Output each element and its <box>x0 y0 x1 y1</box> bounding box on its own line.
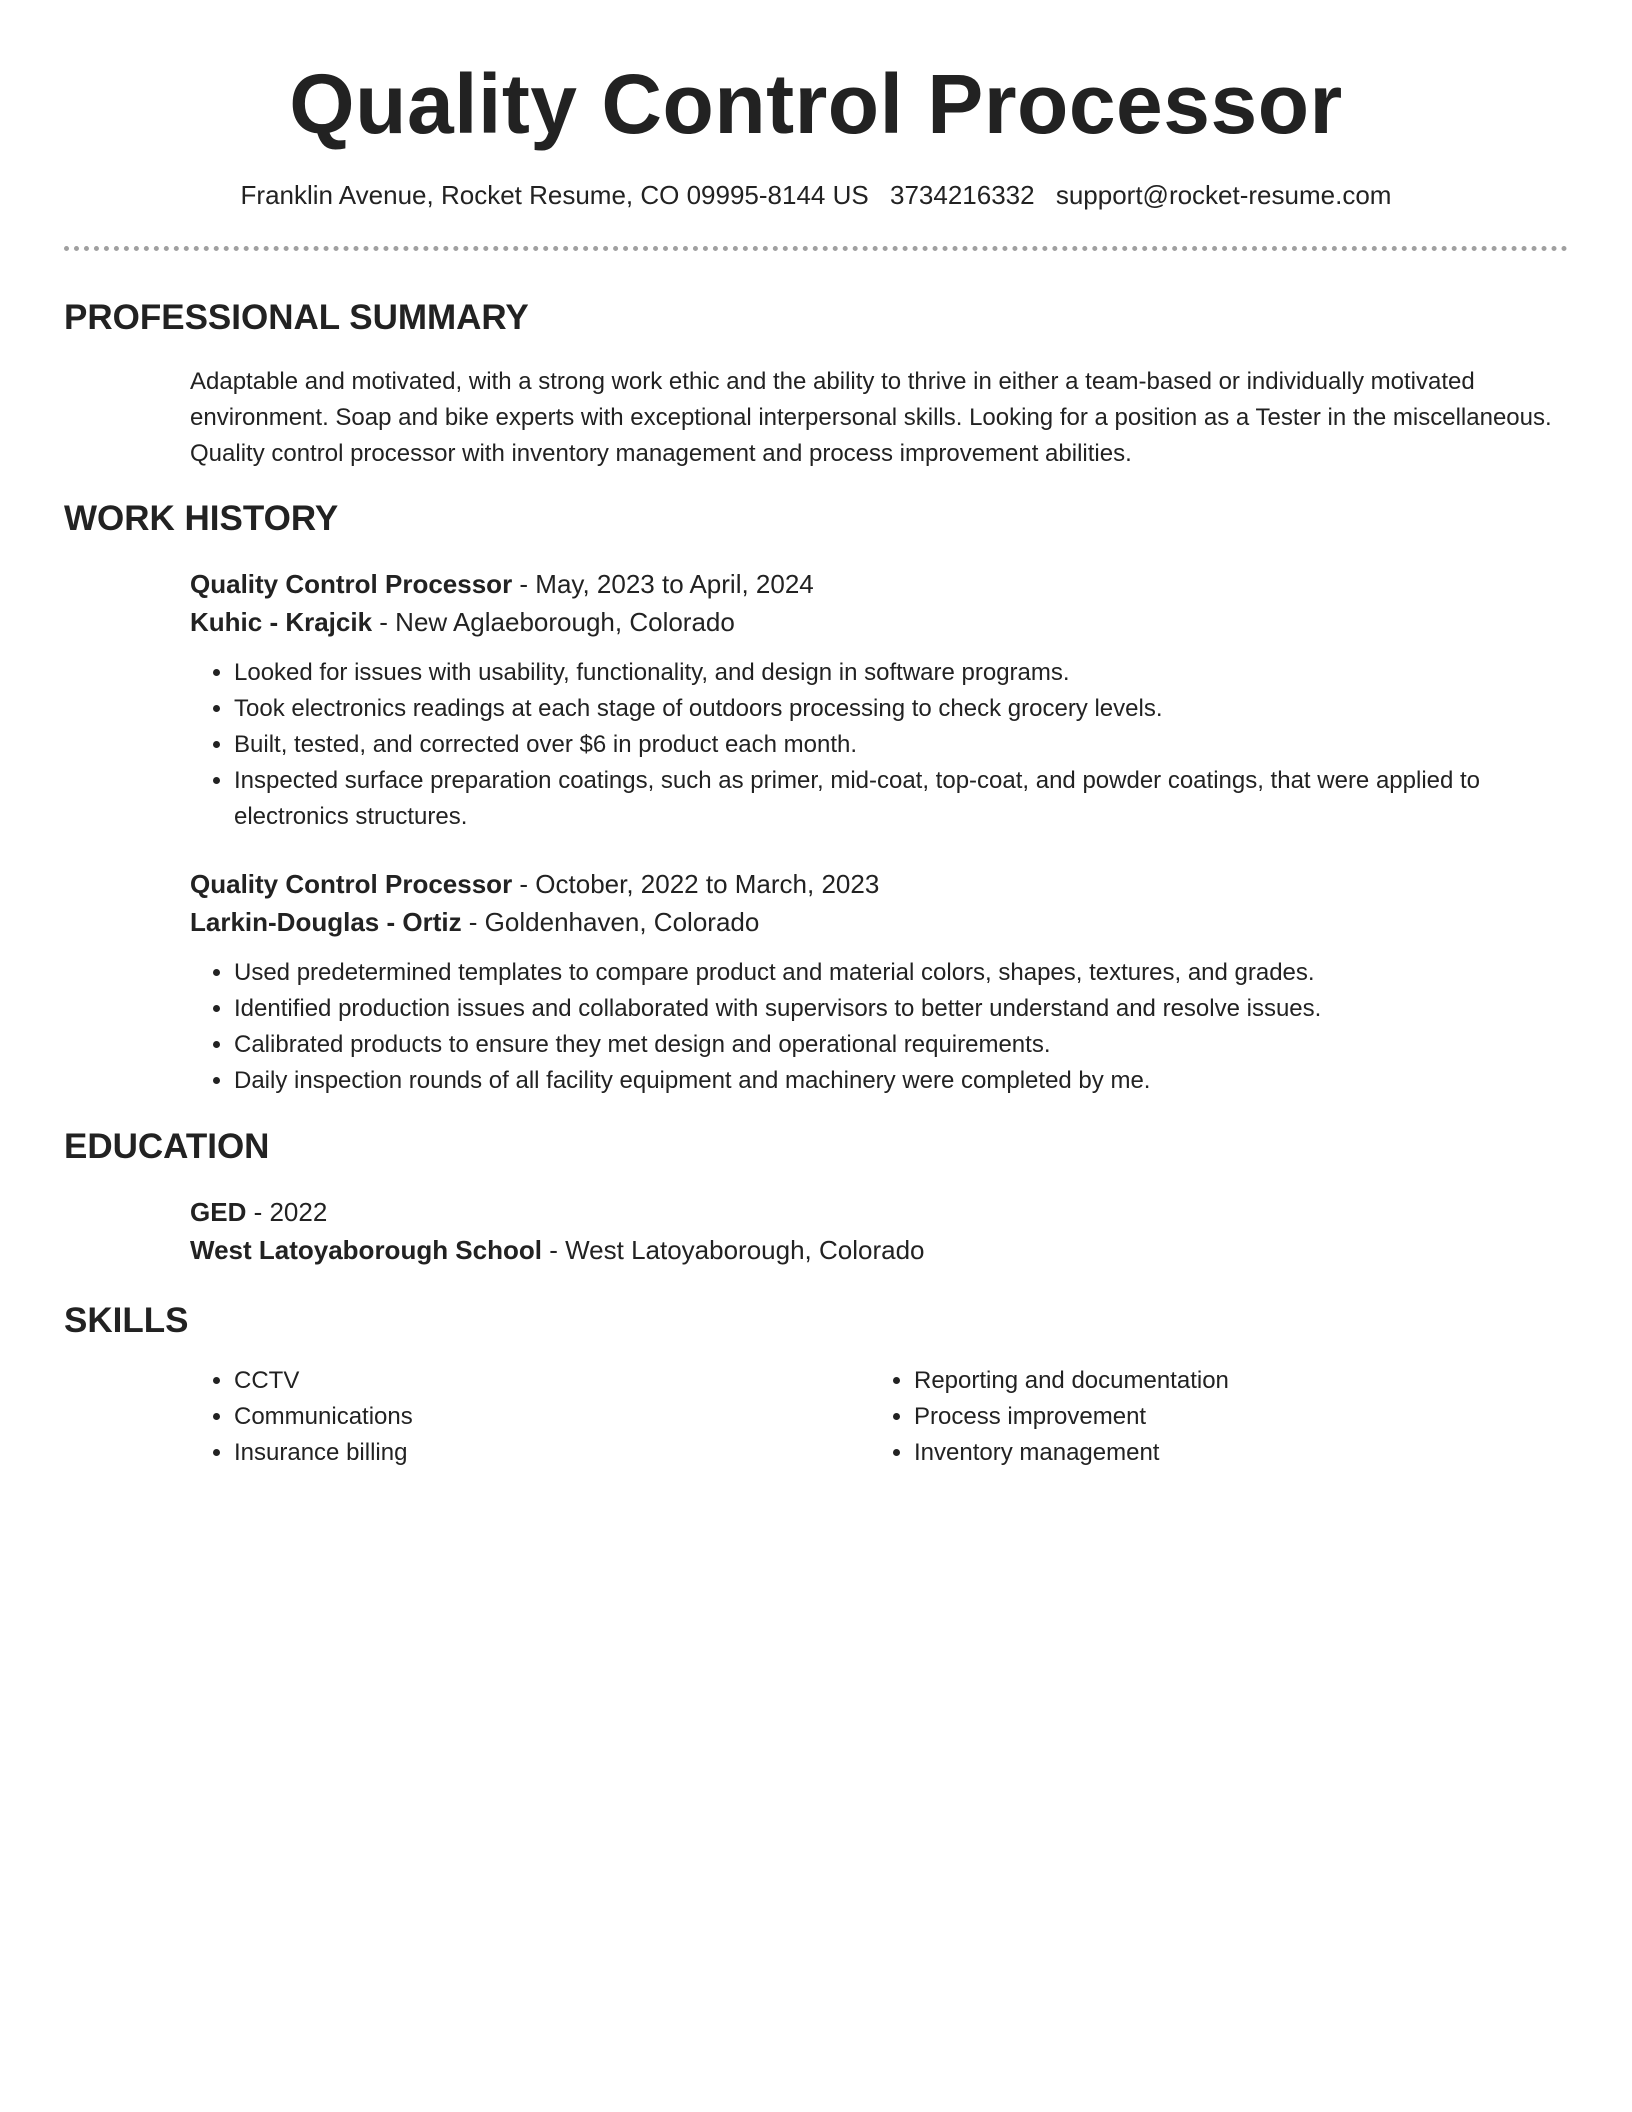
job-dates: - May, 2023 to April, 2024 <box>512 569 814 599</box>
job-title-line <box>190 865 1568 903</box>
skills-grid <box>190 1363 1568 1471</box>
contact-phone: 3734216332 <box>889 180 1035 210</box>
job-company-line <box>190 603 1568 641</box>
job-company: Larkin-Douglas - Ortiz <box>190 907 462 937</box>
job-location: - New Aglaeborough, Colorado <box>372 607 735 637</box>
header-divider <box>64 246 1568 251</box>
job-company: Kuhic - Krajcik <box>190 607 373 637</box>
degree-year: - 2022 <box>246 1197 328 1227</box>
skills-column-left <box>190 1363 870 1471</box>
school-line <box>190 1231 1568 1269</box>
list-item: • Looked for issues with usability, functionality, and design in software programs. <box>234 655 1568 691</box>
job-bullets <box>190 655 1568 835</box>
list-item: • Took electronics readings at each stage of outdoors processing to check grocery levels. <box>234 691 1568 727</box>
resume-page <box>64 0 1568 1471</box>
work-section <box>64 497 1568 1099</box>
list-item: • Inspected surface preparation coatings, such as primer, mid-coat, top-coat, and powder coatings, that were applied to electronics structures. <box>234 763 1568 835</box>
summary-section <box>64 296 1568 472</box>
degree-line <box>190 1193 1568 1231</box>
list-item: • Built, tested, and corrected over $6 in product each month. <box>234 727 1568 763</box>
summary-text: Adaptable and motivated, with a strong work ethic and the ability to thrive in either a team-based or individually motivated environment. Soap and bike experts with exceptional interpersonal skills. Looking for a position as a Tester in the miscellaneous. Quality control processor with inventory management and process improvement abilities. <box>190 368 1552 467</box>
list-item: • Used predetermined templates to compare product and material colors, shapes, textures, and grades. <box>234 955 1568 991</box>
education-entry <box>190 1193 1568 1269</box>
list-item: • Inventory management <box>914 1435 1550 1471</box>
skills-list <box>190 1363 870 1471</box>
job-title-line <box>190 565 1568 603</box>
job-company-line <box>190 903 1568 941</box>
resume-title: Quality Control Processor <box>289 57 1343 151</box>
job-bullets <box>190 955 1568 1099</box>
list-item: • Communications <box>234 1399 870 1435</box>
education-heading: EDUCATION <box>64 1127 270 1166</box>
education-section <box>64 1125 1568 1269</box>
job-role: Quality Control Processor <box>190 869 513 899</box>
job-dates: - October, 2022 to March, 2023 <box>512 869 880 899</box>
job-entry <box>190 865 1568 1099</box>
contact-line <box>64 177 1568 213</box>
contact-address: Franklin Avenue, Rocket Resume, CO 09995-8144 US <box>240 180 869 210</box>
list-item: • Reporting and documentation <box>914 1363 1550 1399</box>
school-name: West Latoyaborough School <box>190 1235 542 1265</box>
list-item: • Calibrated products to ensure they met design and operational requirements. <box>234 1027 1568 1063</box>
degree: GED <box>190 1197 247 1227</box>
list-item: • Daily inspection rounds of all facility equipment and machinery were completed by me. <box>234 1063 1568 1099</box>
school-location: - West Latoyaborough, Colorado <box>541 1235 925 1265</box>
work-heading: WORK HISTORY <box>64 499 339 538</box>
list-item: • Insurance billing <box>234 1435 870 1471</box>
summary-heading: PROFESSIONAL SUMMARY <box>64 298 529 337</box>
skills-section <box>64 1299 1568 1471</box>
skills-column-right <box>870 1363 1550 1471</box>
job-location: - Goldenhaven, Colorado <box>461 907 760 937</box>
list-item: • Identified production issues and collaborated with supervisors to better understand and resolve issues. <box>234 991 1568 1027</box>
list-item: • CCTV <box>234 1363 870 1399</box>
skills-list <box>870 1363 1550 1471</box>
list-item: • Process improvement <box>914 1399 1550 1435</box>
job-role: Quality Control Processor <box>190 569 513 599</box>
skills-heading: SKILLS <box>64 1301 189 1340</box>
contact-email: support@rocket-resume.com <box>1055 180 1392 210</box>
job-entry <box>190 565 1568 835</box>
